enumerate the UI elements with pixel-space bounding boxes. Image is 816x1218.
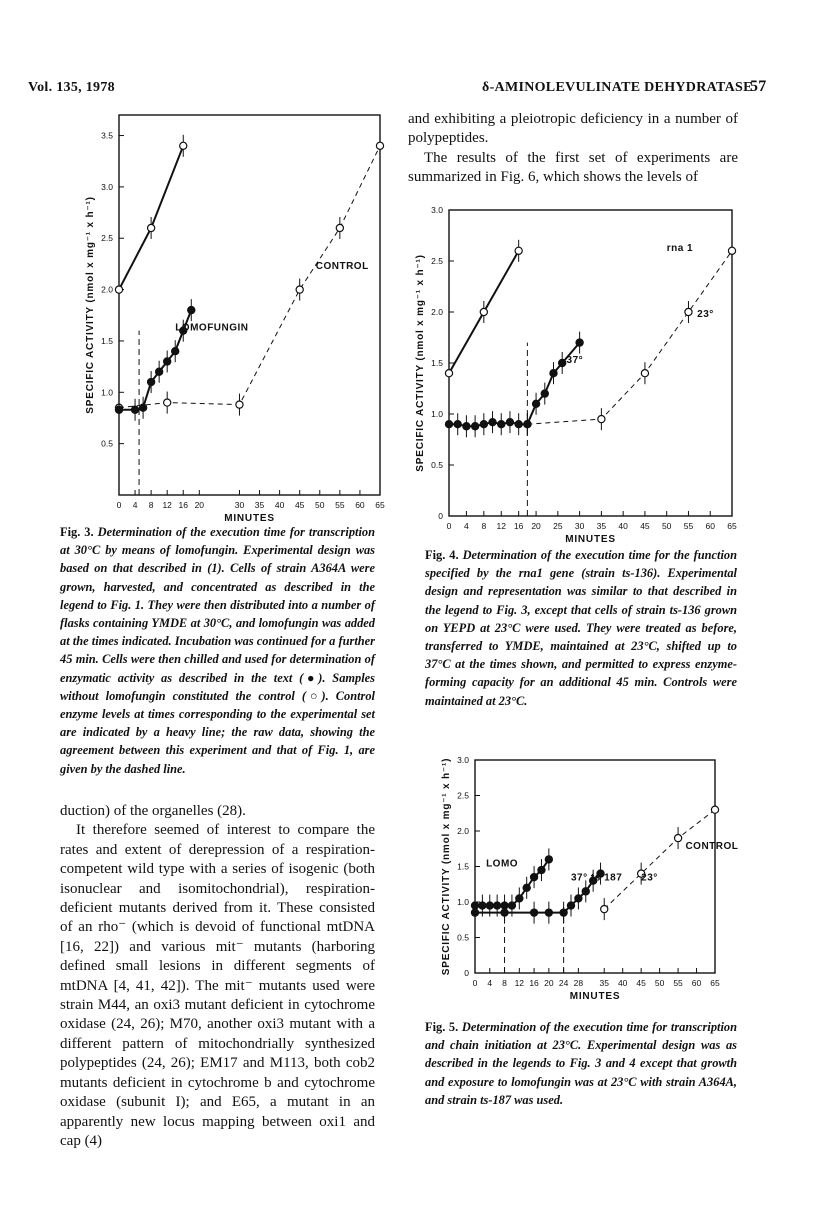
x-tick-label: 16 — [529, 978, 539, 988]
data-point — [498, 421, 505, 428]
data-point — [728, 247, 735, 254]
figure-5-caption — [425, 1018, 737, 1109]
data-point — [575, 895, 582, 902]
x-tick-label: 0 — [446, 521, 452, 531]
x-tick-label: 65 — [375, 500, 385, 510]
x-tick-label: 60 — [691, 978, 702, 988]
y-tick-label: 2.0 — [457, 826, 469, 836]
y-tick-label: 1.0 — [457, 897, 469, 907]
y-tick-label: 2.0 — [101, 284, 113, 295]
x-axis-label: MINUTES — [224, 513, 275, 524]
data-point — [486, 902, 493, 909]
data-point — [641, 370, 648, 377]
data-point — [523, 884, 530, 891]
y-tick-label: 2.5 — [457, 790, 469, 801]
data-point — [576, 339, 583, 346]
data-point — [148, 378, 155, 385]
series-line — [604, 810, 715, 909]
x-tick-label: 50 — [315, 500, 325, 510]
x-tick-label: 12 — [496, 521, 506, 531]
x-tick-label: 4 — [464, 521, 469, 531]
series-label: rna 1 — [666, 242, 694, 254]
data-point — [524, 421, 531, 428]
data-point — [115, 406, 122, 413]
x-tick-label: 40 — [617, 978, 628, 988]
data-point — [148, 224, 155, 231]
series-label: 37° ts 187 — [571, 872, 623, 884]
y-tick-label: 0.5 — [457, 932, 469, 943]
data-point — [172, 348, 179, 355]
x-tick-label: 55 — [673, 978, 683, 988]
x-tick-label: 12 — [514, 978, 525, 988]
x-tick-label: 60 — [355, 500, 365, 510]
plot-frame — [119, 115, 380, 495]
figure-5-caption-text: Determination of the execution time for transcription and chain initiation at 23°C. Experimental design was as described in the legends to Fig. 3 and 4 except that growth and exposure to lomofungin was at 23°C with strain A364A, and strain ts-187 was used. — [425, 1020, 737, 1107]
y-tick-label: 0.5 — [431, 460, 443, 470]
data-point — [472, 423, 479, 430]
y-tick-label: 1.0 — [431, 409, 443, 419]
data-point — [296, 286, 303, 293]
x-tick-label: 28 — [573, 978, 584, 988]
series-line — [527, 251, 732, 424]
series-label: LOMO — [486, 858, 519, 870]
data-point — [139, 404, 146, 411]
right-column-text — [408, 110, 738, 188]
figure-4-label: Fig. 4. — [425, 548, 459, 562]
data-point — [471, 909, 478, 916]
figure-4-caption-text: Determination of the execution time for the function specified by the rna1 gene (strain ts-136). Experimental design and representation was similar to that described in the legend to Fig. 3, except that cells of strain ts-136 grown on YEPD at 23°C were used. They were treated as before, transferred to YMDE, maintained at 23°C, shifted up to 37°C at the times shown, and permitted to express enzyme-forming capacity for an additional 45 min. Controls were maintained at 23°C. — [425, 548, 737, 708]
series-label: CONTROL — [315, 261, 369, 273]
x-tick-label: 50 — [654, 978, 665, 988]
data-point — [560, 909, 567, 916]
x-tick-label: 55 — [335, 500, 345, 510]
x-axis-label: MINUTES — [569, 991, 621, 1002]
data-point — [445, 421, 452, 428]
data-point — [479, 902, 486, 909]
data-point — [567, 902, 574, 909]
data-point — [685, 308, 692, 315]
data-point — [541, 390, 548, 397]
running-header-volume: Vol. 135, 1978 — [28, 80, 115, 95]
series-label: CONTROL — [685, 840, 739, 852]
data-point — [489, 419, 496, 426]
data-point — [508, 902, 515, 909]
x-tick-label: 45 — [636, 978, 646, 988]
y-axis-label: SPECIFIC ACTIVITY (nmol x mg⁻¹ x h⁻¹) — [441, 757, 452, 976]
x-tick-label: 4 — [132, 500, 138, 510]
figure-5-label: Fig. 5. — [425, 1020, 459, 1034]
data-point — [454, 421, 461, 428]
data-point — [516, 895, 523, 902]
x-tick-label: 65 — [727, 521, 737, 531]
y-tick-label: 1.0 — [101, 387, 113, 398]
data-point — [598, 416, 605, 423]
data-point — [376, 142, 383, 149]
y-tick-label: 3.0 — [457, 755, 469, 765]
x-tick-label: 50 — [661, 521, 672, 531]
data-point — [501, 909, 508, 916]
data-point — [131, 406, 138, 413]
x-tick-label: 20 — [544, 978, 554, 988]
x-tick-label: 8 — [481, 521, 487, 531]
figure-3-chart — [50, 110, 390, 524]
data-point — [164, 399, 171, 406]
data-point — [188, 307, 195, 314]
x-tick-label: 40 — [618, 521, 628, 531]
figure-3-caption — [60, 523, 375, 778]
data-point — [494, 902, 501, 909]
y-tick-label: 2.5 — [101, 233, 113, 244]
paragraph: It therefore seemed of interest to compare the rates and extent of derepression of a respiration-competent wild type with a series of isogenic (both isonuclear and isomitochondrial), respiration-deficient mutants derived from it. These consisted of an rho⁻ (which is devoid of functional mtDNA [16, 22]) and various mit⁻ mutants (harboring defined small lesions in different segments of mtDNA [4, 41, 42]). The mit⁻ mutants used were strain M44, an oxi3 mutant deficient in cytochrome oxidase (24, 26); M70, another oxi3 mutant with a different pattern of mitochondrially synthesized polypeptides (24, 26); EM17 and M113, both cob2 mutants deficient in cytochrome b and cytochrome oxidase (subunit I); and E65, a mutant in an apparently new locus mapping between oxi1 and cap (4) — [60, 822, 375, 1149]
x-tick-label: 4 — [487, 978, 493, 988]
x-tick-label: 0 — [116, 500, 122, 510]
data-point — [236, 401, 243, 408]
y-tick-label: 2.5 — [431, 256, 443, 266]
x-tick-label: 65 — [710, 978, 720, 988]
y-tick-label: 1.5 — [457, 861, 469, 872]
x-tick-label: 8 — [502, 978, 507, 988]
data-point — [445, 370, 452, 377]
x-tick-label: 16 — [178, 500, 188, 510]
data-point — [582, 888, 589, 895]
x-tick-label: 60 — [705, 521, 715, 531]
x-tick-label: 20 — [531, 521, 541, 531]
x-tick-label: 24 — [558, 978, 569, 988]
plot-frame — [449, 210, 732, 516]
y-tick-label: 1.5 — [101, 335, 113, 346]
y-tick-label: 0 — [438, 511, 443, 521]
y-tick-label: 0.5 — [101, 438, 113, 449]
x-tick-label: 30 — [234, 500, 245, 510]
x-tick-label: 55 — [683, 521, 694, 531]
series-label: 23° — [641, 872, 658, 884]
data-point — [559, 359, 566, 366]
data-point — [480, 421, 487, 428]
figure-5-chart — [420, 740, 740, 1020]
figure-3-label: Fig. 3. — [60, 525, 94, 539]
x-tick-label: 25 — [553, 521, 563, 531]
x-tick-label: 16 — [513, 521, 524, 531]
x-tick-label: 35 — [599, 978, 609, 988]
running-header-title: δ-AMINOLEVULINATE DEHYDRATASE — [482, 80, 753, 95]
series-label: 23° — [697, 309, 714, 321]
x-tick-label: 30 — [574, 521, 585, 531]
y-axis-label: SPECIFIC ACTIVITY (nmol x mg⁻¹ x h⁻¹) — [415, 254, 426, 472]
y-tick-label: 1.5 — [431, 358, 443, 368]
y-tick-label: 3.5 — [101, 130, 113, 141]
x-tick-label: 45 — [640, 521, 650, 531]
left-column-text — [60, 802, 375, 1151]
x-tick-label: 8 — [148, 500, 154, 510]
paragraph: and exhibiting a pleiotropic deficiency in a number of polypeptides. — [408, 111, 738, 147]
y-tick-label: 3.0 — [101, 181, 113, 192]
series-line — [449, 343, 580, 427]
figure-3-caption-text: Determination of the execution time for transcription at 30°C by means of lomofungin. Experimental design was based on that described in (1). Cells of strain A364A were grown, harvested, and concentrated as described in the legend to Fig. 1. They were then distributed into a number of flasks containing YMDE at 30°C, and lomofungin was added at the times indicated. Incubation was continued for a further 45 min. Cells were then chilled and used for determination of enzymatic activity as described in the text (●). Samples without lomofungin constituted the control (○). Control enzyme levels at times corresponding to the experimental set are indicated by a heavy line; the raw data, showing the agreement between this experiment and that of Fig. 1, are given by the dashed line. — [60, 525, 375, 776]
data-point — [515, 247, 522, 254]
y-tick-label: 3.0 — [431, 205, 443, 215]
paragraph: duction) of the organelles (28). — [60, 803, 246, 819]
x-tick-label: 35 — [254, 500, 265, 510]
x-tick-label: 20 — [194, 500, 205, 510]
data-point — [711, 806, 718, 813]
figure-4-chart — [400, 200, 745, 545]
data-point — [538, 866, 545, 873]
data-point — [463, 423, 470, 430]
data-point — [156, 368, 163, 375]
x-tick-label: 40 — [274, 500, 285, 510]
x-tick-label: 12 — [162, 500, 172, 510]
data-point — [180, 142, 187, 149]
data-point — [115, 286, 122, 293]
data-point — [674, 835, 681, 842]
data-point — [601, 906, 608, 913]
data-point — [545, 856, 552, 863]
x-tick-label: 45 — [294, 500, 305, 510]
data-point — [480, 308, 487, 315]
data-point — [545, 909, 552, 916]
data-point — [550, 370, 557, 377]
data-point — [530, 874, 537, 881]
data-point — [336, 224, 343, 231]
x-tick-label: 35 — [596, 521, 607, 531]
data-point — [164, 358, 171, 365]
y-axis-label: SPECIFIC ACTIVITY (nmol x mg⁻¹ x h⁻¹) — [85, 196, 96, 414]
y-tick-label: 0 — [464, 968, 469, 978]
paragraph: The results of the first set of experiments are summarized in Fig. 6, which shows the levels of — [408, 149, 738, 186]
data-point — [515, 421, 522, 428]
data-point — [506, 419, 513, 426]
page-number: 57 — [750, 78, 767, 95]
x-tick-label: 0 — [472, 978, 478, 988]
y-tick-label: 2.0 — [431, 307, 443, 317]
figure-4-caption — [425, 546, 737, 710]
data-point — [530, 909, 537, 916]
series-label: LOMOFUNGIN — [175, 322, 249, 334]
x-axis-label: MINUTES — [565, 534, 616, 545]
series-label: 37° — [566, 355, 584, 366]
data-point — [532, 400, 539, 407]
